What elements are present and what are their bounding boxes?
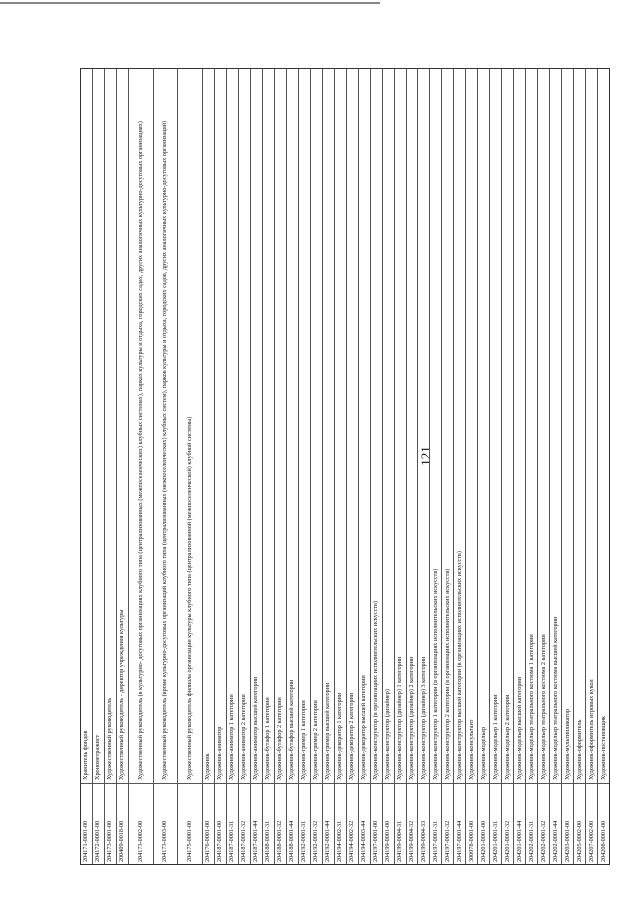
occupation-code-cell: 204202-0001-44 (550, 783, 561, 864)
table-row (227, 69, 239, 864)
table-row (430, 69, 442, 864)
occupation-name-cell: Художник-аниматор (216, 726, 224, 780)
table-row (466, 69, 478, 864)
table-row (287, 69, 299, 864)
table-row (454, 69, 466, 864)
occupation-name-cell: Художник-модельер театрального костюма 1 категории (527, 634, 535, 780)
table-row (395, 69, 407, 864)
occupation-code-cell: 204173-0002-00 (129, 783, 153, 864)
table-row (371, 69, 383, 864)
occupation-code-cell: 204187-0001-44 (251, 783, 262, 864)
table-row (81, 69, 93, 864)
table-row (239, 69, 251, 864)
occupation-code-cell: 204201-0001-00 (478, 783, 489, 864)
table-row (347, 69, 359, 864)
table-row (418, 69, 430, 864)
occupation-name-cell: Художник-бутафор 2 категории (276, 697, 284, 780)
occupation-code-cell: 204197-0001-00 (371, 783, 382, 864)
table-row (490, 69, 502, 864)
occupation-name-cell: Художник-гример 1 категории (300, 700, 308, 780)
table-row (514, 69, 526, 864)
occupation-code-cell: 204202-0001-31 (526, 783, 537, 864)
occupation-code-cell: 204202-0001-32 (538, 783, 549, 864)
occupation-name-cell: Хронометражист (94, 734, 102, 780)
table-row (502, 69, 514, 864)
occupation-code-cell: 204194-0003-44 (359, 783, 370, 864)
table-row (598, 69, 609, 864)
occupation-name-cell: Художник-аниматор 2 категории (240, 694, 248, 780)
occupation-name-cell: Художник-модельер (479, 726, 487, 780)
occupation-name-cell: Художник-мультипликатор (563, 708, 571, 780)
occupation-code-cell: 204194-0002-32 (347, 783, 358, 864)
table-row (154, 69, 179, 864)
occupation-code-cell: 204197-0001-31 (430, 783, 441, 864)
occupation-name-cell: Художник-модельер театрального костюма высшей категории (551, 616, 559, 780)
table-row (562, 69, 574, 864)
occupation-name-cell: Художник-конструктор (дизайнер) 1 категории (396, 656, 403, 780)
occupation-code-cell: 204208-0001-00 (598, 783, 609, 864)
occupation-name-cell: Художник-оформитель (575, 719, 583, 780)
occupation-name-cell: Художник-гример 2 категории (312, 700, 320, 780)
occupation-code-cell: 204199-0004-31 (395, 783, 406, 864)
occupation-code-cell: 204207-0002-00 (586, 783, 597, 864)
occupation-code-cell: 204192-0001-31 (299, 783, 310, 864)
occupation-name-cell: Художник-конструктор (в организациях исполнительских искусств) (372, 600, 380, 780)
occupation-name-cell: Художник-аниматор высшей категории (252, 676, 260, 780)
occupation-name-cell: Художник-модельер театрального костюма 2 категории (539, 634, 547, 780)
table-row (359, 69, 371, 864)
occupation-code-cell: 204173-0003-00 (154, 783, 178, 864)
occupation-code-cell: 204188-0001-32 (275, 783, 286, 864)
rotated-table-wrapper (80, 68, 610, 865)
occupation-name-cell: Художник-декоратор высшей категории (360, 675, 368, 780)
table-row (311, 69, 323, 864)
table-row (263, 69, 275, 864)
occupation-name-cell: Художник-оформитель игровых кукол (587, 679, 595, 780)
occupation-name-cell: Художник-модельер 2 категории (503, 694, 511, 780)
table-row (478, 69, 490, 864)
occupation-code-cell: 204175-0001-00 (178, 783, 202, 864)
page-number: 121 (417, 446, 433, 466)
occupation-code-cell: 204201-0001-31 (490, 783, 501, 864)
table-row (526, 69, 538, 864)
occupation-code-cell: 204194-0002-31 (335, 783, 346, 864)
occupation-code-cell: 204205-0002-00 (574, 783, 585, 864)
table-row (299, 69, 311, 864)
occupation-code-cell: 204201-0001-44 (514, 783, 525, 864)
table-row (93, 69, 105, 864)
occupation-name-cell: Художник-конструктор (дизайнер) 3 категории (419, 656, 427, 780)
occupation-name-cell: Художник-конструктор 2 категории (в организациях исполнительских искусств) (443, 568, 451, 780)
occupation-name-cell: Художественный руководитель (106, 697, 114, 780)
table-row (586, 69, 598, 864)
table-row (550, 69, 562, 864)
occupation-name-cell: Художественный руководитель филиала организации культуры клубного типа (централизованной (межпоселенческой) клубной системы) (185, 416, 193, 780)
table-row (275, 69, 287, 864)
occupation-code-cell: 204172-0001-00 (93, 783, 104, 864)
table-row (442, 69, 454, 864)
occupation-name-cell: Художник (204, 753, 212, 780)
occupation-name-cell: Художник-декоратор 1 категории (336, 692, 344, 780)
occupation-code-cell: 204192-0001-44 (323, 783, 334, 864)
occupation-code-cell: 204197-0001-32 (442, 783, 453, 864)
occupation-name-cell: Художественный руководитель - директор учреждения культуры (118, 609, 126, 780)
occupation-code-cell: 204188-0001-44 (287, 783, 298, 864)
occupation-name-cell: Художественный руководитель (кроме культурно-досуговых организаций клубного типа (централизованных (межпоселенческих) клубных систем), парков культуры и отдыха, городских садов, других аналогичных культурно-досуговых организаций) (161, 120, 169, 780)
occupation-code-cell: 204176-0001-00 (203, 783, 214, 864)
table-row (383, 69, 395, 864)
occupation-name-cell: Художник-аниматор 1 категории (228, 694, 236, 780)
table-row (178, 69, 203, 864)
occupation-name-cell: Художник-декоратор 2 категории (348, 692, 356, 780)
occupation-name-cell: Хранитель фондов (82, 730, 90, 780)
table-row (105, 69, 117, 864)
table-row (251, 69, 263, 864)
occupation-code-cell: 204203-0001-00 (562, 783, 573, 864)
occupation-name-cell: Художественный руководитель (в культурно- досуговых организациях клубного типа (централизованных (межпоселенческих) клубных системах), парках культуры и отдыха, городских садах, других аналогичных культурно-досуговых организациях) (136, 121, 144, 780)
occupation-name-cell: Художник-модельер высшей категории (515, 676, 523, 780)
occupation-code-cell: 204199-0004-32 (407, 783, 418, 864)
occupation-name-cell: Художник-постановщик (599, 716, 607, 780)
occupation-code-cell: 204173-0001-00 (105, 783, 116, 864)
occupation-name-cell: Художник-бутафор 1 категории (264, 697, 272, 780)
occupation-name-cell: Художник-бутафор высшей категории (288, 679, 296, 780)
table-row (407, 69, 419, 864)
table-row (203, 69, 215, 864)
table-row (323, 69, 335, 864)
table-row (129, 69, 154, 864)
occupation-code-cell: 204171-0001-00 (81, 783, 92, 864)
occupation-table (80, 68, 610, 865)
occupation-code-cell: 300078-0001-00 (466, 783, 477, 864)
table-row (117, 69, 129, 864)
table-row (538, 69, 550, 864)
table-row (215, 69, 227, 864)
occupation-code-cell: 204187-0001-00 (215, 783, 226, 864)
occupation-code-cell: 204197-0001-44 (454, 783, 465, 864)
occupation-code-cell: 204188-0001-31 (263, 783, 274, 864)
occupation-name-cell: Художник-модельер 1 категории (491, 694, 499, 780)
occupation-code-cell: 204187-0001-31 (227, 783, 238, 864)
occupation-name-cell: Художник-конструктор (дизайнер) (384, 689, 392, 780)
occupation-code-cell: 204199-0004-33 (418, 783, 429, 864)
occupation-code-cell: 204199-0001-00 (383, 783, 394, 864)
table-row (574, 69, 586, 864)
occupation-name-cell: Художник-конструктор 1 категории (в организациях исполнительских искусств) (431, 568, 439, 780)
occupation-name-cell: Художник-конструктор (дизайнер) 2 категории (407, 656, 415, 780)
occupation-code-cell: 204201-0001-32 (502, 783, 513, 864)
occupation-name-cell: Художник-гример высшей категории (324, 682, 332, 780)
occupation-name-cell: Художник-конструктор высшей категории (в организациях исполнительских искусств) (455, 551, 463, 780)
table-row (335, 69, 347, 864)
occupation-name-cell: Художник-консультант (467, 719, 475, 780)
top-rule (0, 2, 380, 4)
occupation-code-cell: 200409-0018-00 (117, 783, 128, 864)
occupation-code-cell: 204192-0001-32 (311, 783, 322, 864)
occupation-code-cell: 204187-0001-32 (239, 783, 250, 864)
